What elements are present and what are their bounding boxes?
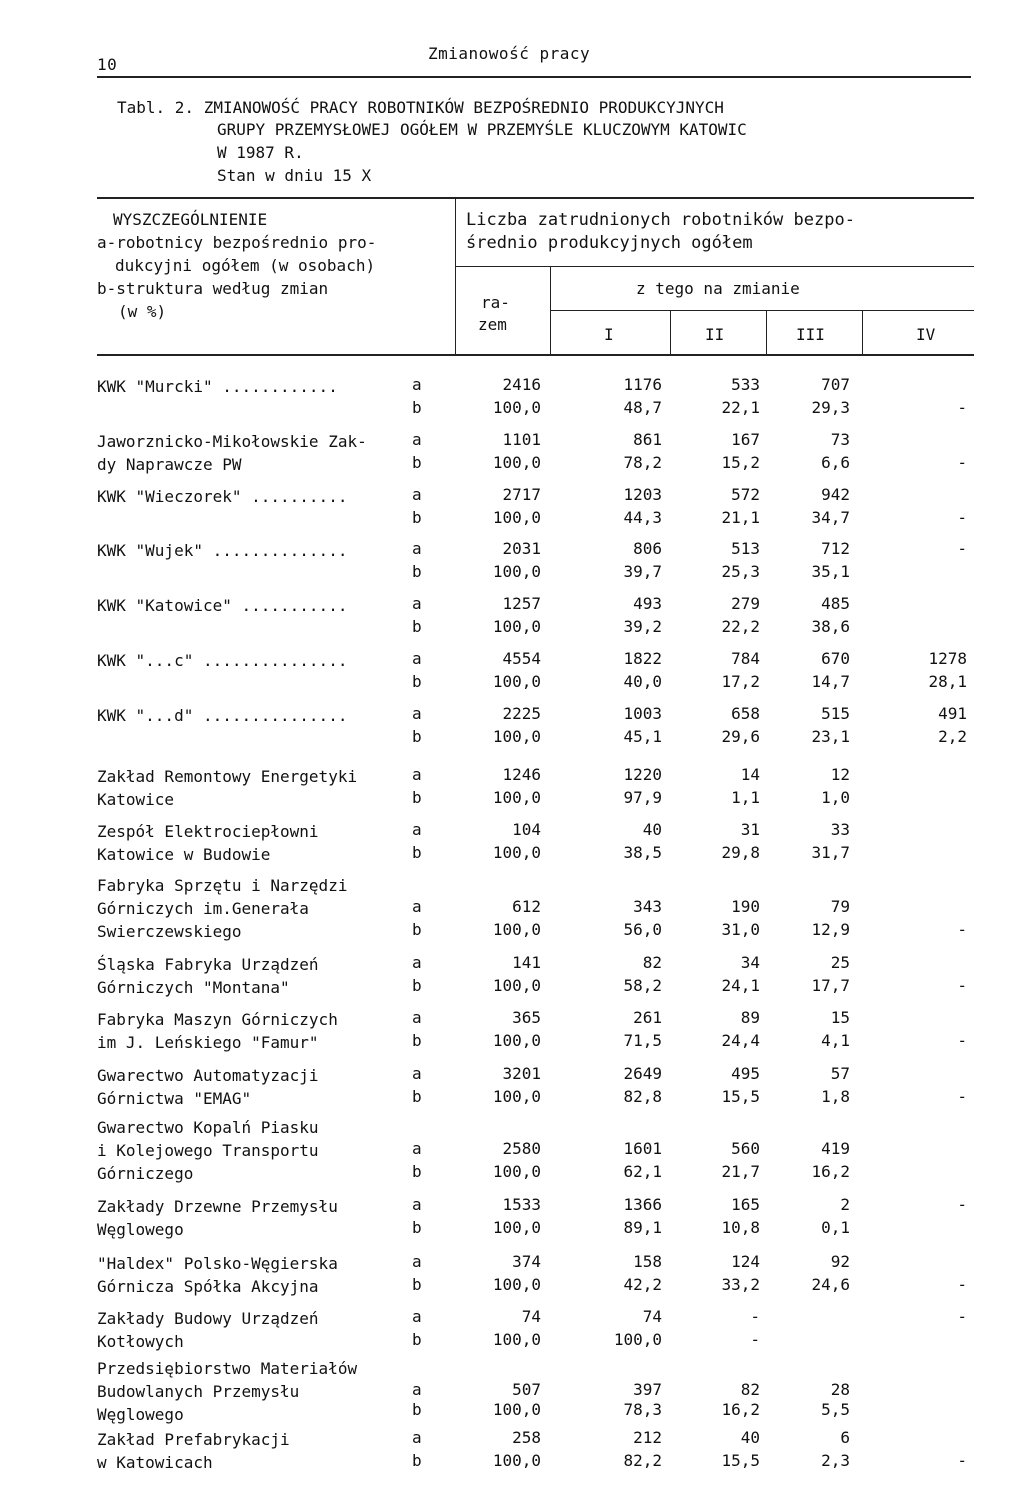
cell-a: 806 (633, 539, 662, 558)
row-kind-b: b (412, 976, 422, 995)
row-label-line: Węglowego (97, 1405, 184, 1424)
cell-a: 28 (830, 1380, 850, 1399)
cell-b: - (957, 1031, 967, 1050)
row-kind-b: b (412, 1400, 422, 1419)
header-bottom-rule (97, 354, 974, 356)
row-kind-a: a (412, 897, 422, 916)
row-kind-a: a (412, 953, 422, 972)
row-label-line: Katowice w Budowie (97, 845, 271, 864)
cell-a: 124 (731, 1252, 760, 1271)
cell-a: 165 (731, 1195, 760, 1214)
cell-b: 100,0 (492, 453, 541, 472)
cell-b: 17,2 (721, 672, 760, 691)
cell-a: 141 (512, 953, 541, 972)
cell-a: 507 (512, 1380, 541, 1399)
cell-b: 14,7 (811, 672, 850, 691)
table-top-rule (97, 197, 974, 199)
cell-b: 62,1 (623, 1162, 662, 1181)
row-label-line: Górniczego (97, 1164, 194, 1183)
header-mid-rule (456, 266, 974, 267)
row-kind-a: a (412, 1380, 422, 1399)
row-label-line: Jaworznicko-Mikołowskie Zak- (97, 432, 367, 451)
row-label-line: Zakłady Budowy Urządzeń (97, 1309, 319, 1328)
cell-a: 1257 (502, 594, 541, 613)
row-label-line: Katowice (97, 790, 175, 809)
row-kind-a: a (412, 485, 422, 504)
cell-b: - (957, 508, 967, 527)
cell-a: 1278 (928, 649, 967, 668)
cell-a: 258 (512, 1428, 541, 1447)
row-label-line: Górniczych im.Generała (97, 899, 309, 918)
cell-b: 21,1 (721, 508, 760, 527)
cell-b: 29,8 (721, 843, 760, 862)
row-label (97, 1357, 357, 1426)
cell-b: 2,2 (938, 727, 967, 746)
row-kind-b: b (412, 920, 422, 939)
cell-b: 1,8 (821, 1087, 850, 1106)
page-number: 10 (97, 55, 118, 74)
row-label (97, 539, 347, 562)
cell-a: 33 (830, 820, 850, 839)
cell-b: 22,1 (721, 398, 760, 417)
row-label-line: KWK "...d" ............... (97, 706, 348, 725)
cell-b: 82,8 (623, 1087, 662, 1106)
cell-b: 35,1 (811, 562, 850, 581)
row-label (97, 430, 367, 476)
cell-a: 2225 (502, 704, 541, 723)
row-kind-a: a (412, 820, 422, 839)
stub-header-line: (w %) (118, 302, 167, 321)
stub-header-line: a-robotnicy bezpośrednio pro- (97, 233, 377, 252)
row-kind-b: b (412, 453, 422, 472)
cell-b: 0,1 (821, 1218, 850, 1237)
cell-b: 1,1 (731, 788, 760, 807)
cell-b: 100,0 (613, 1330, 662, 1349)
row-label-line: Zakład Remontowy Energetyki (97, 767, 358, 786)
cell-a: 784 (731, 649, 760, 668)
row-label (97, 1064, 319, 1110)
cell-a: 2 (840, 1195, 850, 1214)
cell-a: 25 (830, 953, 850, 972)
cell-a: 12 (830, 765, 850, 784)
row-kind-a: a (412, 649, 422, 668)
cell-a: 1246 (502, 765, 541, 784)
cell-a: 82 (642, 953, 662, 972)
row-label (97, 953, 319, 999)
row-label-line: w Katowicach (97, 1453, 213, 1472)
stub-header-line: WYSZCZEGÓLNIENIE (113, 210, 268, 229)
cell-b: 33,2 (721, 1275, 760, 1294)
cell-b: 28,1 (928, 672, 967, 691)
row-kind-b: b (412, 1162, 422, 1181)
cell-a: 1366 (623, 1195, 662, 1214)
main-header-line: Liczba zatrudnionych robotników bezpo- (466, 210, 855, 230)
row-label-line: im J. Leńskiego "Famur" (97, 1033, 319, 1052)
cell-b: - (957, 1451, 967, 1470)
row-kind-b: b (412, 672, 422, 691)
cell-b: 48,7 (623, 398, 662, 417)
cell-b: 12,9 (811, 920, 850, 939)
cell-a: - (957, 1195, 967, 1214)
cell-b: 2,3 (821, 1451, 850, 1470)
cell-a: - (957, 539, 967, 558)
row-label-line: Budowlanych Przemysłu (97, 1382, 300, 1401)
cell-b: - (957, 920, 967, 939)
cell-a: 74 (521, 1307, 541, 1326)
row-label (97, 1307, 319, 1353)
row-label (97, 1252, 338, 1298)
cell-b: 100,0 (492, 398, 541, 417)
cell-b: 100,0 (492, 1451, 541, 1470)
cell-a: 82 (740, 1380, 760, 1399)
cell-a: 74 (642, 1307, 662, 1326)
row-label-line: Swierczewskiego (97, 922, 242, 941)
cell-b: 40,0 (623, 672, 662, 691)
cell-a: 707 (821, 375, 850, 394)
cell-a: 34 (740, 953, 760, 972)
row-kind-a: a (412, 1139, 422, 1158)
running-title: Zmianowość pracy (428, 44, 591, 63)
cell-b: 56,0 (623, 920, 662, 939)
cell-a: 3201 (502, 1064, 541, 1083)
row-label-line: Zakład Prefabrykacji (97, 1430, 290, 1449)
cell-a: 57 (830, 1064, 850, 1083)
row-label-line: Węglowego (97, 1220, 184, 1239)
cell-a: 212 (633, 1428, 662, 1447)
row-label-line: Zespół Elektrociepłowni (97, 822, 319, 841)
cell-a: 2580 (502, 1139, 541, 1158)
row-label-line: "Haldex" Polsko-Węgierska (97, 1254, 338, 1273)
cell-b: 34,7 (811, 508, 850, 527)
cell-a: 513 (731, 539, 760, 558)
cell-b: 1,0 (821, 788, 850, 807)
cell-a: 1101 (502, 430, 541, 449)
row-label (97, 594, 347, 617)
row-label-line: Fabryka Sprzętu i Narzędzi (97, 876, 348, 895)
cell-a: 1822 (623, 649, 662, 668)
row-label-line: KWK "Katowice" ........... (97, 596, 348, 615)
cell-a: 79 (830, 897, 850, 916)
row-label-line: Kotłowych (97, 1332, 184, 1351)
row-label-line: Górnicza Spółka Akcyjna (97, 1277, 319, 1296)
cell-b: 100,0 (492, 843, 541, 862)
cell-a: 190 (731, 897, 760, 916)
row-kind-b: b (412, 1031, 422, 1050)
row-label-line: Gwarectwo Kopalń Piasku (97, 1118, 319, 1137)
cell-a: 515 (821, 704, 850, 723)
cell-a: 493 (633, 594, 662, 613)
row-label (97, 765, 357, 811)
cell-b: 24,6 (811, 1275, 850, 1294)
row-label (97, 485, 347, 508)
shift-header-II: II (705, 325, 725, 344)
cell-a: 365 (512, 1008, 541, 1027)
row-label-line: i Kolejowego Transportu (97, 1141, 319, 1160)
cell-b: 6,6 (821, 453, 850, 472)
row-kind-b: b (412, 1087, 422, 1106)
row-label (97, 874, 347, 943)
cell-a: 397 (633, 1380, 662, 1399)
row-kind-a: a (412, 1008, 422, 1027)
cell-b: 21,7 (721, 1162, 760, 1181)
cell-a: 92 (830, 1252, 850, 1271)
shift-divider (862, 311, 863, 354)
cell-b: 100,0 (492, 1330, 541, 1349)
cell-a: 1203 (623, 485, 662, 504)
row-label-line: Przedsiębiorstwo Materiałów (97, 1359, 358, 1378)
row-kind-b: b (412, 843, 422, 862)
row-kind-a: a (412, 1195, 422, 1214)
cell-b: 16,2 (811, 1162, 850, 1181)
cell-b: 24,1 (721, 976, 760, 995)
cell-a: 485 (821, 594, 850, 613)
razem-header: ra- (481, 293, 510, 312)
cell-a: 572 (731, 485, 760, 504)
cell-b: 31,7 (811, 843, 850, 862)
shift-divider (670, 311, 671, 354)
cell-b: - (957, 398, 967, 417)
cell-a: 1533 (502, 1195, 541, 1214)
cell-a: 104 (512, 820, 541, 839)
cell-b: 100,0 (492, 1087, 541, 1106)
caption-line: Tabl. 2. ZMIANOWOŚĆ PRACY ROBOTNIKÓW BEZPOŚREDNIO PRODUKCYJNYCH (117, 98, 724, 117)
cell-b: 100,0 (492, 920, 541, 939)
cell-b: 38,6 (811, 617, 850, 636)
cell-a: 712 (821, 539, 850, 558)
row-label (97, 820, 319, 866)
row-kind-b: b (412, 727, 422, 746)
razem-header: zem (478, 315, 507, 334)
row-kind-b: b (412, 1330, 422, 1349)
row-label-line: Śląska Fabryka Urządzeń (97, 955, 319, 974)
row-label (97, 704, 347, 727)
row-label-line: Górnictwa "EMAG" (97, 1089, 252, 1108)
cell-b: 100,0 (492, 1400, 541, 1419)
cell-b: 31,0 (721, 920, 760, 939)
cell-b: 100,0 (492, 617, 541, 636)
cell-a: 2416 (502, 375, 541, 394)
cell-b: 29,6 (721, 727, 760, 746)
header-rule (97, 76, 971, 78)
cell-b: 15,5 (721, 1451, 760, 1470)
cell-a: 1601 (623, 1139, 662, 1158)
cell-a: - (957, 1307, 967, 1326)
cell-a: 658 (731, 704, 760, 723)
row-kind-b: b (412, 562, 422, 581)
row-label-line: Zakłady Drzewne Przemysłu (97, 1197, 338, 1216)
shift-header-III: III (796, 325, 825, 344)
row-label (97, 1116, 319, 1185)
cell-b: - (957, 1275, 967, 1294)
cell-a: 670 (821, 649, 850, 668)
cell-b: 24,4 (721, 1031, 760, 1050)
cell-a: 158 (633, 1252, 662, 1271)
cell-a: 942 (821, 485, 850, 504)
cell-b: 42,2 (623, 1275, 662, 1294)
cell-b: 100,0 (492, 727, 541, 746)
row-kind-a: a (412, 375, 422, 394)
cell-b: 78,2 (623, 453, 662, 472)
cell-b: 29,3 (811, 398, 850, 417)
row-label (97, 1008, 338, 1054)
cell-a: 167 (731, 430, 760, 449)
row-kind-b: b (412, 398, 422, 417)
row-kind-a: a (412, 704, 422, 723)
cell-b: 15,2 (721, 453, 760, 472)
row-label-line: Górniczych "Montana" (97, 978, 290, 997)
stub-header-line: b-struktura według zmian (97, 279, 329, 298)
cell-a: - (750, 1307, 760, 1326)
cell-a: 374 (512, 1252, 541, 1271)
cell-a: 861 (633, 430, 662, 449)
cell-b: 78,3 (623, 1400, 662, 1419)
cell-a: 560 (731, 1139, 760, 1158)
main-header-line: średnio produkcyjnych ogółem (466, 233, 753, 253)
cell-a: 2649 (623, 1064, 662, 1083)
cell-b: - (750, 1330, 760, 1349)
cell-a: 261 (633, 1008, 662, 1027)
cell-a: 14 (740, 765, 760, 784)
shifts-rule (551, 310, 974, 311)
cell-b: 22,2 (721, 617, 760, 636)
row-kind-a: a (412, 594, 422, 613)
cell-b: 45,1 (623, 727, 662, 746)
cell-b: 100,0 (492, 1162, 541, 1181)
cell-b: 44,3 (623, 508, 662, 527)
cell-b: 5,5 (821, 1400, 850, 1419)
row-kind-a: a (412, 1252, 422, 1271)
cell-b: 100,0 (492, 1031, 541, 1050)
cell-a: 343 (633, 897, 662, 916)
stub-divider (455, 198, 456, 354)
cell-a: 31 (740, 820, 760, 839)
cell-b: 38,5 (623, 843, 662, 862)
cell-b: 4,1 (821, 1031, 850, 1050)
row-label-line: Gwarectwo Automatyzacji (97, 1066, 319, 1085)
cell-b: 100,0 (492, 1275, 541, 1294)
cell-a: 533 (731, 375, 760, 394)
row-kind-a: a (412, 1428, 422, 1447)
cell-b: 39,2 (623, 617, 662, 636)
cell-b: 97,9 (623, 788, 662, 807)
cell-a: 612 (512, 897, 541, 916)
cell-b: 100,0 (492, 672, 541, 691)
row-label (97, 375, 338, 398)
row-kind-a: a (412, 765, 422, 784)
row-label (97, 1195, 338, 1241)
cell-a: 15 (830, 1008, 850, 1027)
cell-a: 279 (731, 594, 760, 613)
cell-a: 6 (840, 1428, 850, 1447)
cell-b: - (957, 1087, 967, 1106)
row-label-line: KWK "Murcki" ............ (97, 377, 338, 396)
cell-a: 89 (740, 1008, 760, 1027)
cell-b: 100,0 (492, 562, 541, 581)
shift-divider (766, 311, 767, 354)
row-label-line: KWK "Wieczorek" .......... (97, 487, 348, 506)
caption-line: GRUPY PRZEMYSŁOWEJ OGÓŁEM W PRZEMYŚLE KLUCZOWYM KATOWIC (217, 120, 747, 139)
cell-b: 15,5 (721, 1087, 760, 1106)
row-kind-b: b (412, 788, 422, 807)
cell-b: 100,0 (492, 976, 541, 995)
cell-a: 495 (731, 1064, 760, 1083)
cell-a: 1003 (623, 704, 662, 723)
cell-b: 25,3 (721, 562, 760, 581)
row-kind-a: a (412, 1307, 422, 1326)
row-label (97, 649, 347, 672)
caption-line: W 1987 R. (217, 143, 304, 162)
row-kind-b: b (412, 617, 422, 636)
row-kind-b: b (412, 508, 422, 527)
row-kind-b: b (412, 1275, 422, 1294)
cell-a: 491 (938, 704, 967, 723)
cell-b: 10,8 (721, 1218, 760, 1237)
cell-b: 100,0 (492, 788, 541, 807)
row-kind-b: b (412, 1218, 422, 1237)
cell-a: 2031 (502, 539, 541, 558)
cell-b: 17,7 (811, 976, 850, 995)
cell-b: 89,1 (623, 1218, 662, 1237)
cell-a: 40 (642, 820, 662, 839)
row-label (97, 1428, 290, 1474)
stub-header-line: dukcyjni ogółem (w osobach) (115, 256, 376, 275)
row-kind-a: a (412, 430, 422, 449)
cell-a: 1220 (623, 765, 662, 784)
cell-b: 16,2 (721, 1400, 760, 1419)
shift-header-I: I (604, 325, 614, 344)
cell-b: 100,0 (492, 1218, 541, 1237)
shift-header-IV: IV (916, 325, 936, 344)
cell-b: 71,5 (623, 1031, 662, 1050)
row-label-line: KWK "Wujek" .............. (97, 541, 348, 560)
row-kind-a: a (412, 1064, 422, 1083)
cell-a: 1176 (623, 375, 662, 394)
row-label-line: Fabryka Maszyn Górniczych (97, 1010, 338, 1029)
cell-b: 39,7 (623, 562, 662, 581)
cell-a: 4554 (502, 649, 541, 668)
cell-a: 73 (830, 430, 850, 449)
cell-a: 419 (821, 1139, 850, 1158)
cell-b: 100,0 (492, 508, 541, 527)
cell-b: 82,2 (623, 1451, 662, 1470)
row-kind-b: b (412, 1451, 422, 1470)
cell-b: 23,1 (811, 727, 850, 746)
caption-line: Stan w dniu 15 X (217, 166, 372, 185)
cell-b: - (957, 453, 967, 472)
cell-a: 40 (740, 1428, 760, 1447)
cell-b: 58,2 (623, 976, 662, 995)
row-kind-a: a (412, 539, 422, 558)
row-label-line: dy Naprawcze PW (97, 455, 242, 474)
cell-a: 2717 (502, 485, 541, 504)
cell-b: - (957, 976, 967, 995)
row-label-line: KWK "...c" ............... (97, 651, 348, 670)
tego-header: z tego na zmianie (636, 279, 800, 298)
